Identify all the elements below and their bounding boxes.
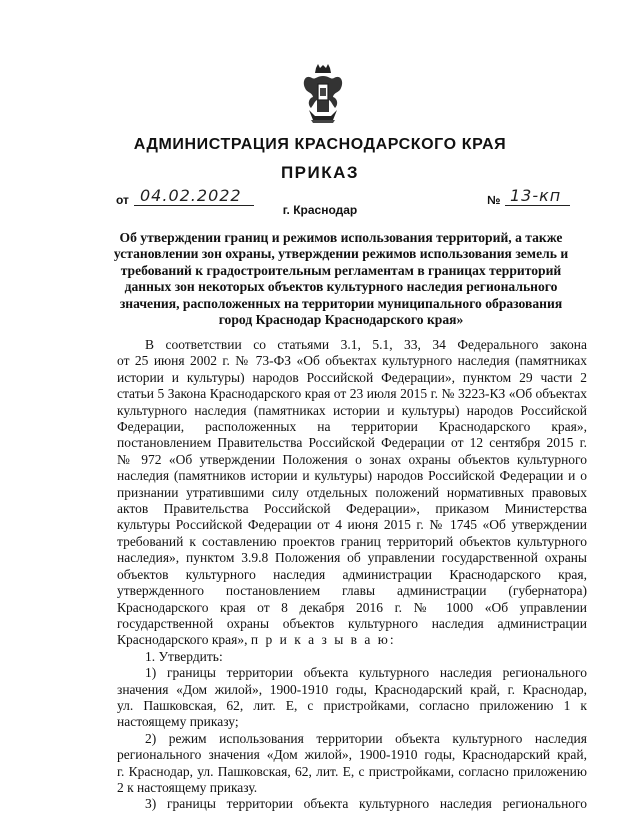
body-line: В соответствии со статьями 3.1, 5.1, 33, 34 Федерального закона: [145, 337, 587, 352]
body-line: постановлением Правительства Российской Федерации от 12 сентября 2015 г.: [117, 435, 587, 451]
body-line: Краснодарского края от 8 декабря 2016 г. № 1000 «Об управлении: [117, 599, 587, 615]
item-1-2-line: 2 к настоящему приказу.: [117, 779, 258, 795]
item-1-1-line: настоящему приказу;: [117, 714, 239, 730]
body-line: требований к составлению проектов границ территорий объектов культурного: [117, 533, 587, 549]
body-line: культурного наследия (памятниках истории и культуры) народов Российской: [117, 402, 587, 418]
body-line-text: Краснодарского края»,: [117, 632, 248, 648]
city-label: г. Краснодар: [282, 203, 358, 217]
body-line: наследия (памятников истории и культуры) народов Российской Федерации и о: [117, 468, 587, 484]
item-1-2-line: г. Краснодар, ул. Пашковская, 62, лит. Е, с пристройками, согласно приложению: [117, 763, 587, 779]
item-1-2-line: регионального значения «Дом жилой», 1900-1910 годы, Краснодарский край,: [117, 747, 587, 763]
title-line: значения, расположенных на территории муниципального образования: [119, 295, 563, 311]
date-handwritten: 04.02.2022: [140, 186, 242, 205]
item-1-1-line: значения «Дом жилой», 1900-1910 годы, Краснодарский край, г. Краснодар,: [117, 681, 587, 697]
organization-heading: АДМИНИСТРАЦИЯ КРАСНОДАРСКОГО КРАЯ: [133, 136, 507, 153]
item-1-3-line: 3) границы территории объекта культурного наследия регионального: [145, 796, 587, 812]
number-label: №: [487, 193, 501, 207]
body-line: утвержденного постановлением главы администрации (губернатора): [117, 583, 587, 599]
body-line: № 972 «Об утверждении Положения о зонах охраны объектов культурного: [117, 451, 587, 467]
body-line: от 25 июня 2002 г. № 73-ФЗ «Об объектах культурного наследия (памятниках: [117, 353, 587, 369]
body-line: наследия», пунктом 3.9.8 Положения об управлении государственной охраны: [117, 550, 587, 566]
item-1-2-line: 2) режим использования территории объекта культурного наследия: [145, 730, 587, 746]
body-line: статьи 5 Закона Краснодарского края от 23 июля 2015 г. № 3223-КЗ «Об объектах: [117, 386, 587, 402]
title-line: Об утверждении границ и режимов использования территорий, а также: [119, 230, 563, 245]
item-1-1-line: ул. Пашковская, 62, лит. Е, с пристройками, согласно приложению 1 к: [117, 697, 587, 713]
date-label: от: [116, 193, 129, 207]
title-line: город Краснодар Краснодарского края»: [218, 312, 464, 328]
body-line: [117, 632, 587, 648]
body-line: объектов культурного наследия администрации Краснодарского края,: [117, 566, 587, 582]
coat-of-arms-icon: [301, 64, 345, 124]
document-title: [96, 230, 586, 328]
order-word: п р и к а з ы в а ю:: [250, 632, 396, 648]
body-line: актов Правительства Российской Федерации», приказом Министерства: [117, 501, 587, 517]
number-handwritten: 13-кп: [510, 186, 562, 205]
preamble-paragraph: [117, 337, 587, 813]
item-1-heading: 1. Утвердить:: [145, 648, 223, 664]
body-line: Федерации, расположенных на территории Краснодарского края»,: [117, 419, 587, 435]
title-line: требований к градостроительным регламентам в границах территорий: [120, 262, 562, 278]
body-line: признании утратившими силу отдельных положений нормативных правовых: [117, 484, 587, 500]
item-1-1-line: 1) границы территории объекта культурного наследия регионального: [145, 665, 587, 681]
title-line: установлении зон охраны, утверждении режимов использования земель и: [113, 246, 569, 262]
body-line: истории и культуры) народов Российской Федерации», пунктом 29 части 2: [117, 369, 587, 385]
document-type-heading: ПРИКАЗ: [280, 163, 360, 182]
body-line: государственной охраны объектов культурного наследия администрации: [117, 615, 587, 631]
body-line: культуры Российской Федерации от 4 июня 2015 г. № 1745 «Об утверждении: [117, 517, 587, 533]
title-line: данных зон некоторых объектов культурного наследия регионального: [124, 279, 558, 295]
